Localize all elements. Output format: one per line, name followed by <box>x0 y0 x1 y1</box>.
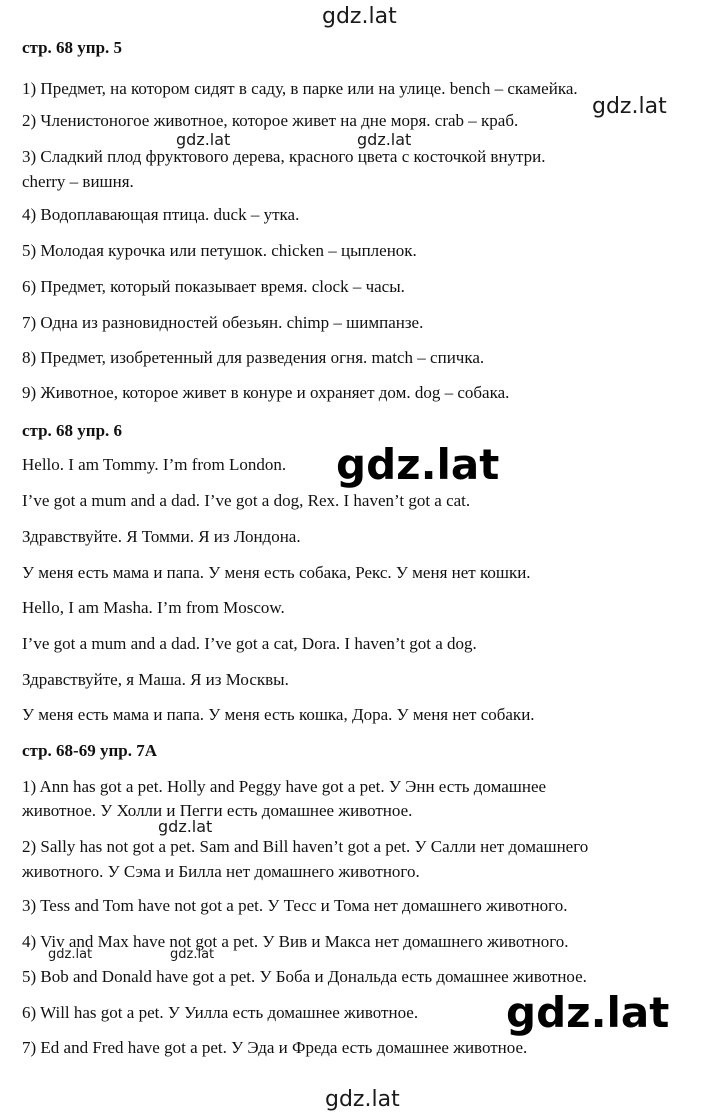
text-line: 1) Ann has got a pet. Holly and Peggy have got a pet. У Энн есть домашнее <box>22 777 547 796</box>
text-line: 1) Предмет, на котором сидят в саду, в парке или на улице. bench – скамейка. <box>22 79 578 98</box>
text-line: 3) Tess and Tom have not got a pet. У Тесс и Тома нет домашнего животного. <box>22 896 568 915</box>
section-heading: стр. 68 упр. 6 <box>22 421 123 440</box>
section-heading: стр. 68-69 упр. 7А <box>22 741 157 760</box>
text-line: Здравствуйте, я Маша. Я из Москвы. <box>22 670 289 689</box>
text-line: 7) Ed and Fred have got a pet. У Эда и Фреда есть домашнее животное. <box>22 1038 528 1057</box>
text-line: 5) Молодая курочка или петушок. chicken – цыпленок. <box>22 241 417 260</box>
text-line: У меня есть мама и папа. У меня есть собака, Рекс. У меня нет кошки. <box>22 563 531 582</box>
text-line: 8) Предмет, изобретенный для разведения огня. match – спичка. <box>22 348 485 367</box>
watermark: gdz.lat <box>176 130 231 149</box>
text-line: Hello, I am Masha. I’m from Moscow. <box>22 598 285 617</box>
text-line: Здравствуйте. Я Томми. Я из Лондона. <box>22 527 301 546</box>
text-line: 2) Членистоногое животное, которое живет на дне моря. crab – краб. <box>22 111 519 130</box>
text-line: У меня есть мама и папа. У меня есть кошка, Дора. У меня нет собаки. <box>22 705 535 724</box>
text-line: 3) Сладкий плод фруктового дерева, красного цвета с косточкой внутри. <box>22 147 546 166</box>
watermark: gdz.lat <box>357 130 412 149</box>
watermark: gdz.lat <box>336 440 500 489</box>
text-line: 5) Bob and Donald have got a pet. У Боба и Дональда есть домашнее животное. <box>22 967 587 986</box>
watermark: gdz.lat <box>322 4 397 29</box>
watermark: gdz.lat <box>325 1087 400 1112</box>
text-line: 4) Viv and Max have not got a pet. У Вив и Макса нет домашнего животного. <box>22 932 569 951</box>
text-line: 7) Одна из разновидностей обезьян. chimp – шимпанзе. <box>22 313 424 332</box>
watermark: gdz.lat <box>48 947 93 962</box>
section-heading: стр. 68 упр. 5 <box>22 38 123 57</box>
text-line: I’ve got a mum and a dad. I’ve got a dog, Rex. I haven’t got a cat. <box>22 491 471 510</box>
watermark: gdz.lat <box>506 988 670 1037</box>
text-line: Hello. I am Tommy. I’m from London. <box>22 455 287 474</box>
watermark: gdz.lat <box>592 94 667 119</box>
text-line: 9) Животное, которое живет в конуре и охраняет дом. dog – собака. <box>22 383 510 402</box>
text-line: 6) Предмет, который показывает время. clock – часы. <box>22 277 405 296</box>
watermark: gdz.lat <box>170 947 215 962</box>
text-line: животного. У Сэма и Билла нет домашнего животного. <box>22 862 420 881</box>
text-line: cherry – вишня. <box>22 172 134 191</box>
text-line: 6) Will has got a pet. У Уилла есть домашнее животное. <box>22 1003 419 1022</box>
text-line: 2) Sally has not got a pet. Sam and Bill haven’t got a pet. У Салли нет домашнего <box>22 837 589 856</box>
text-line: 4) Водоплавающая птица. duck – утка. <box>22 205 300 224</box>
text-line: I’ve got a mum and a dad. I’ve got a cat, Dora. I haven’t got a dog. <box>22 634 477 653</box>
text-line: животное. У Холли и Пегги есть домашнее животное. <box>22 801 413 820</box>
watermark: gdz.lat <box>158 817 213 836</box>
